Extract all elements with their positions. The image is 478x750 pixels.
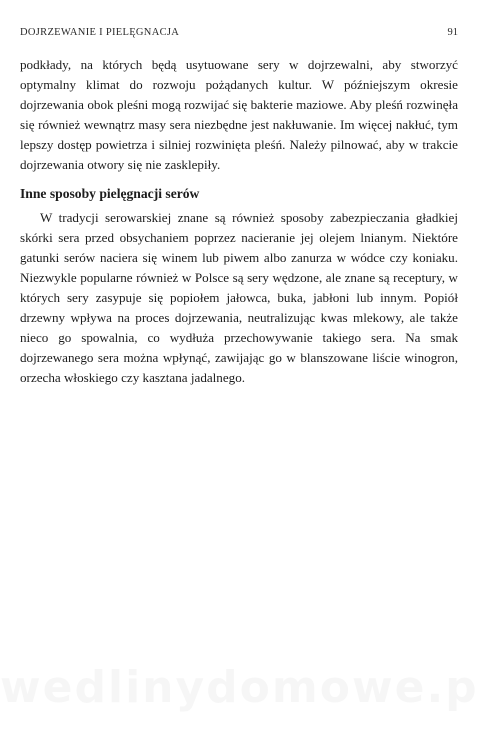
watermark [0, 662, 478, 713]
page-body [20, 55, 458, 388]
paragraph-continued: podkłady, na których będą usytuowane sery w dojrzewalni, aby stworzyć optymalny klimat do rozwoju pożądanych kultur. W późniejszym okresie dojrzewania obok pleśni mogą rozwijać się bakterie maziowe. Aby pleśń rozwinęła się również wewnątrz masy sera niezbędne jest nakłuwanie. Im więcej nakłuć, tym lepszy dostęp powietrza i silniej rozwinięta pleśń. Należy pilnować, aby w trakcie dojrzewania otwory się nie zasklepiły. [20, 57, 458, 173]
paragraph: W tradycji serowarskiej znane są również sposoby zabezpieczania gładkiej skórki sera przed obsychaniem poprzez nacieranie jej olejem lnianym. Niektóre gatunki serów naciera się winem lub piwem albo zanurza w wódce czy koniaku. Niezwykle popularne również w Polsce są sery wędzone, ale znane są receptury, w których sery zasypuje się popiołem jałowca, buka, jabłoni lub innym. Popiół drzewny wpływa na proces dojrzewania, neutralizując kwas mlekowy, ale także nieco go spowalnia, co wydłuża przechowywanie takiego sera. Na smak dojrzewanego sera można wpłynąć, zawijając go w blanszowane liście winogron, orzecha włoskiego czy kasztana jadalnego. [20, 209, 458, 386]
running-header: DOJRZEWANIE I PIELĘGNACJA [20, 27, 180, 38]
page-number: 91 [447, 27, 458, 38]
section-heading: Inne sposoby pielęgnacji serów [20, 185, 200, 201]
